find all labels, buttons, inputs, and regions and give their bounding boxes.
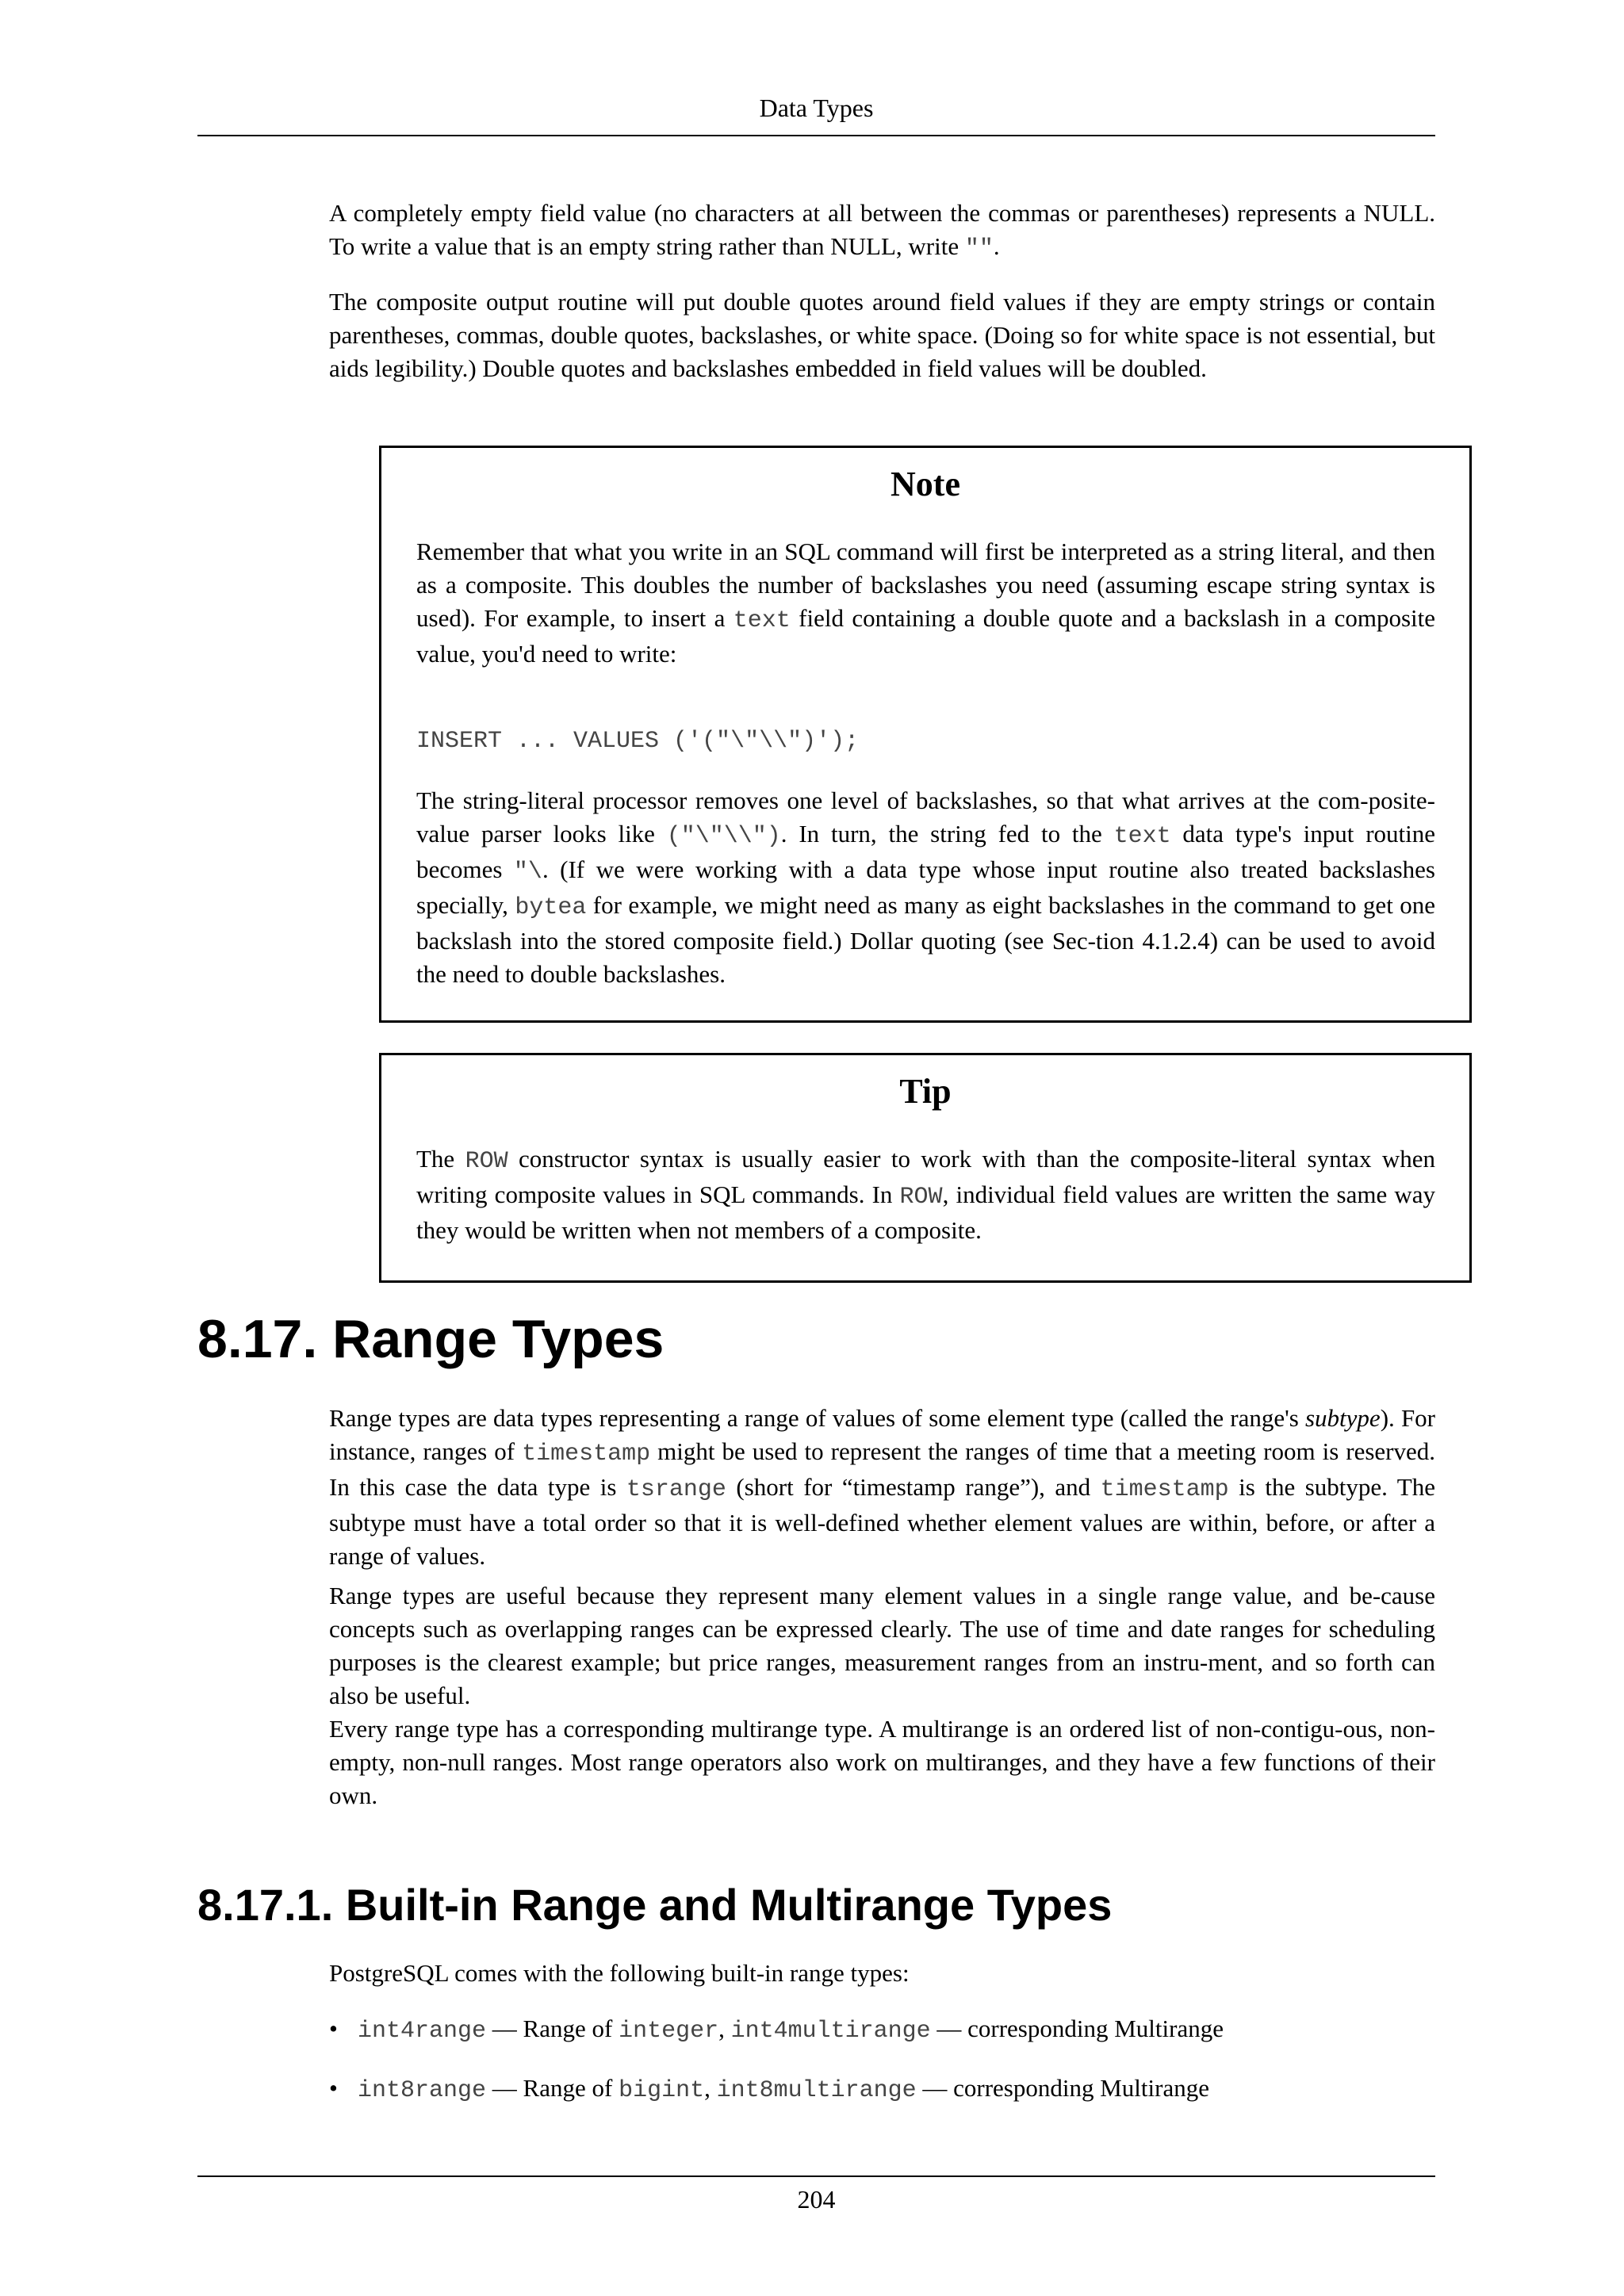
text-run: — corresponding Multirange bbox=[916, 2074, 1209, 2102]
list-item bbox=[329, 2072, 1435, 2107]
note-box bbox=[379, 446, 1472, 1023]
bullet: • bbox=[329, 2015, 338, 2042]
section-heading: 8.17. Range Types bbox=[197, 1309, 665, 1369]
text-run: constructor syntax is usually easier to work with than the composite-literal syntax when writing composite values in SQL commands. In bbox=[416, 1145, 1435, 1208]
text-run: The bbox=[416, 1145, 465, 1173]
running-header: Data Types bbox=[759, 94, 874, 122]
note-code-block: INSERT ... VALUES ('("\"\\")'); bbox=[416, 728, 860, 755]
range-type-list bbox=[329, 2012, 1435, 2107]
inline-code: ROW bbox=[899, 1184, 943, 1211]
inline-code: int4range bbox=[358, 2018, 487, 2045]
tip-title: Tip bbox=[899, 1072, 952, 1111]
text-run: , bbox=[704, 2074, 717, 2102]
paragraph-composite-output: The composite output routine will put double quotes around field values if they are empty strings or contain parentheses, commas, double quotes, backslashes, or white space. (Doing so for white space is not essential, but aids legibility.) Double quotes and backslashes embedded in field values will be doubled. bbox=[329, 288, 1435, 382]
text-run: , bbox=[718, 2015, 731, 2042]
text-run: (short for “timestamp range”), and bbox=[726, 1473, 1101, 1501]
note-paragraph-1 bbox=[416, 535, 1435, 671]
note-title: Note bbox=[891, 465, 960, 503]
inline-code: "\ bbox=[513, 859, 542, 886]
inline-code: int8range bbox=[358, 2077, 487, 2104]
list-item bbox=[329, 2012, 1435, 2048]
text-run: . bbox=[993, 232, 1000, 260]
text-run: The string-literal processor removes one level of backslashes, so that what arrives at the com-posite-value parser looks like bbox=[416, 786, 1435, 848]
text-run: might be used to represent the ranges of time that a meeting room is reserved. In this case the data type is bbox=[329, 1437, 1435, 1501]
text-run: — Range of bbox=[486, 2074, 619, 2102]
text-run: is the subtype. The subtype must have a total order so that it is well-defined whether element values are within, before, or after a range of values. bbox=[329, 1473, 1435, 1570]
inline-code: text bbox=[1113, 823, 1171, 850]
text-run: Remember that what you write in an SQL command will first be interpreted as a string literal, and then as a composite. This doubles the number of backslashes you need (assuming escape string syntax is used). For example, to insert a bbox=[416, 538, 1435, 632]
inline-code: integer bbox=[619, 2018, 719, 2045]
inline-code: timestamp bbox=[1100, 1476, 1229, 1503]
inline-code: int8multirange bbox=[716, 2077, 917, 2104]
tip-box bbox=[379, 1053, 1472, 1283]
text-run: Range types are data types representing a range of values of some element type (called the range's bbox=[329, 1404, 1305, 1432]
paragraph-range-intro bbox=[329, 1402, 1435, 1573]
text-run: ). For instance, ranges of bbox=[329, 1404, 1436, 1465]
text-run: field containing a double quote and a backslash in a composite value, you'd need to write: bbox=[416, 604, 1435, 668]
bullet: • bbox=[329, 2074, 338, 2102]
note-paragraph-2 bbox=[416, 784, 1435, 991]
inline-code: int4multirange bbox=[730, 2018, 931, 2045]
paragraph-range-useful: Range types are useful because they represent many element values in a single range value, and be-cause concepts such as overlapping ranges can be expressed clearly. The use of time and date ranges for scheduling purposes is the clearest example; but price ranges, measurement ranges from an instru-ment, and so forth can also be useful. bbox=[329, 1582, 1435, 1709]
inline-code: bytea bbox=[515, 894, 587, 921]
text-run: — corresponding Multirange bbox=[930, 2015, 1224, 2042]
header-rule bbox=[197, 135, 1435, 136]
inline-code: tsrange bbox=[626, 1476, 726, 1503]
footer-rule bbox=[197, 2175, 1435, 2177]
inline-code: ROW bbox=[465, 1148, 508, 1175]
inline-code: text bbox=[733, 607, 791, 634]
text-run: . In turn, the string fed to the bbox=[780, 820, 1114, 848]
text-run: for example, we might need as many as eight backslashes in the command to get one backslash into the stored composite field.) Dollar quoting (see Sec-tion 4.1.2.4) can be used to avoid the need to double backslashes. bbox=[416, 891, 1435, 988]
inline-code: timestamp bbox=[522, 1441, 651, 1468]
emphasis: subtype bbox=[1304, 1404, 1381, 1432]
page-number: 204 bbox=[797, 2185, 836, 2214]
inline-code: ("\"\\") bbox=[666, 823, 781, 850]
text-run: — Range of bbox=[486, 2015, 619, 2042]
tip-paragraph bbox=[416, 1142, 1435, 1247]
text-run: . (If we were working with a data type whose input routine also treated backslashes specially, bbox=[416, 855, 1435, 919]
inline-code: bigint bbox=[619, 2077, 705, 2104]
paragraph-empty-field bbox=[329, 197, 1435, 266]
text-run: data type's input routine becomes bbox=[416, 820, 1436, 883]
paragraph-multirange: Every range type has a corresponding multirange type. A multirange is an ordered list of non-contigu-ous, non-empty, non-null ranges. Most range operators also work on multiranges, and they have a few functions of their own. bbox=[329, 1715, 1435, 1809]
subsection-heading: 8.17.1. Built-in Range and Multirange Types bbox=[197, 1880, 1113, 1930]
paragraph-builtin-intro: PostgreSQL comes with the following built-in range types: bbox=[329, 1959, 910, 1987]
text-run: A completely empty field value (no characters at all between the commas or parentheses) represents a NULL. To write a value that is an empty string rather than NULL, write bbox=[329, 199, 1435, 260]
inline-code: "" bbox=[964, 235, 994, 262]
text-run: , individual field values are written the same way they would be written when not members of a composite. bbox=[416, 1181, 1435, 1244]
